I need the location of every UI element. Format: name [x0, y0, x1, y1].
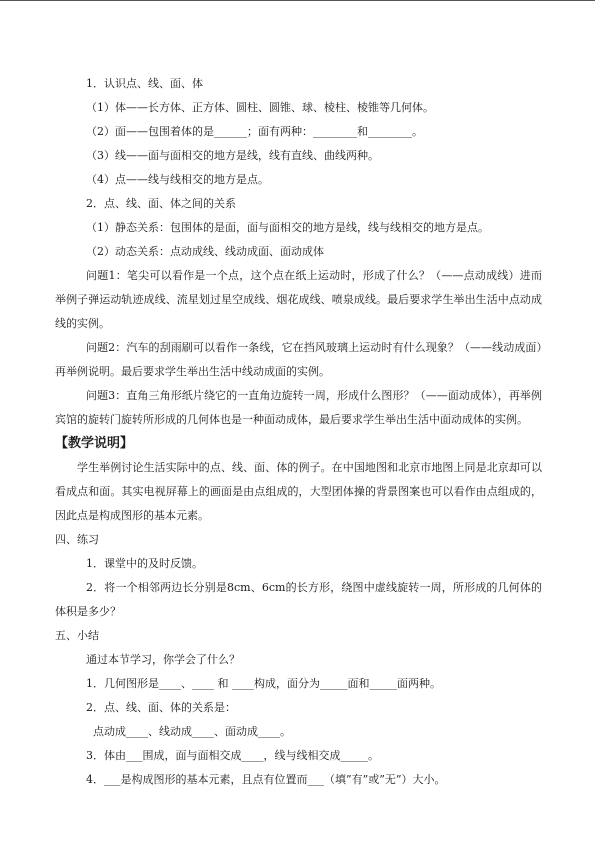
teaching-note-body: 学生举例讨论生活实际中的点、线、面、体的例子。在中国地图和北京市地图上同是北京却可以看成点和面。其实电视屏幕上的画面是由点组成的，大型团体操的背景图案也可以看作由点组成的，因此点是构成图形的基本元素。	[55, 461, 542, 522]
list-item-dynamic: （2）动态关系：点动成线、线动成面、面动成体	[86, 245, 324, 258]
summary-item-2-detail: 点动成____、线动成____、面动成____。	[93, 725, 291, 738]
summary-item-4: 4．___是构成图形的基本元素，且点有位置而___（填”有”或”无”）大小。	[86, 773, 446, 786]
list-item-surface: （2）面——包围着体的是______；面有两种：________和________。	[86, 125, 423, 138]
list-item-point: （4）点——线与线相交的地方是点。	[86, 173, 269, 186]
section-heading-recognize: 1．认识点、线、面、体	[86, 77, 203, 90]
practice-item-2: 2．将一个相邻两边长分别是8cm、6cm的长方形，绕图中虚线旋转一周，所形成的几何体的体积是多少？	[55, 581, 542, 618]
summary-heading: 五、小结	[55, 629, 99, 642]
list-item-static: （1）静态关系：包围体的是面，面与面相交的地方是线，线与线相交的地方是点。	[86, 221, 489, 234]
summary-intro: 通过本节学习，你学会了什么？	[86, 653, 240, 666]
page-top-rule	[0, 0, 595, 1]
practice-heading: 四、练习	[55, 533, 99, 546]
summary-item-2: 2．点、线、面、体的关系是：	[86, 701, 236, 714]
summary-item-1: 1．几何图形是____、____ 和 ____构成，面分为_____面和_____面两种。	[86, 677, 441, 690]
question-3: 问题3：直角三角形纸片绕它的一直角边旋转一周，形成什么图形？（——面动成体），再举例宾馆的旋转门旋转所形成的几何体也是一种面动成体，最后要求学生举出生活中面动成体的实例。	[55, 389, 542, 426]
list-item-line: （3）线——面与面相交的地方是线，线有直线、曲线两种。	[86, 149, 379, 162]
document-body	[55, 72, 542, 792]
practice-item-1: 1．课堂中的及时反馈。	[86, 557, 203, 570]
teaching-note-heading: 【教学说明】	[55, 436, 134, 451]
section-heading-relations: 2．点、线、面、体之间的关系	[86, 197, 236, 210]
question-1: 问题1：笔尖可以看作是一个点，这个点在纸上运动时，形成了什么？（——点动成线）进而举例子弹运动轨迹成线、流星划过星空成线、烟花成线、喷泉成线。最后要求学生举出生活中点动成线的实例。	[55, 269, 542, 330]
question-2: 问题2：汽车的刮雨刷可以看作一条线，它在挡风玻璃上运动时有什么现象？（——线动成面）再举例说明。最后要求学生举出生活中线动成面的实例。	[55, 341, 542, 378]
summary-item-3: 3．体由___围成，面与面相交成____，线与线相交成_____。	[86, 749, 379, 762]
list-item-solid: （1）体——长方体、正方体、圆柱、圆锥、球、棱柱、棱锥等几何体。	[86, 101, 434, 114]
